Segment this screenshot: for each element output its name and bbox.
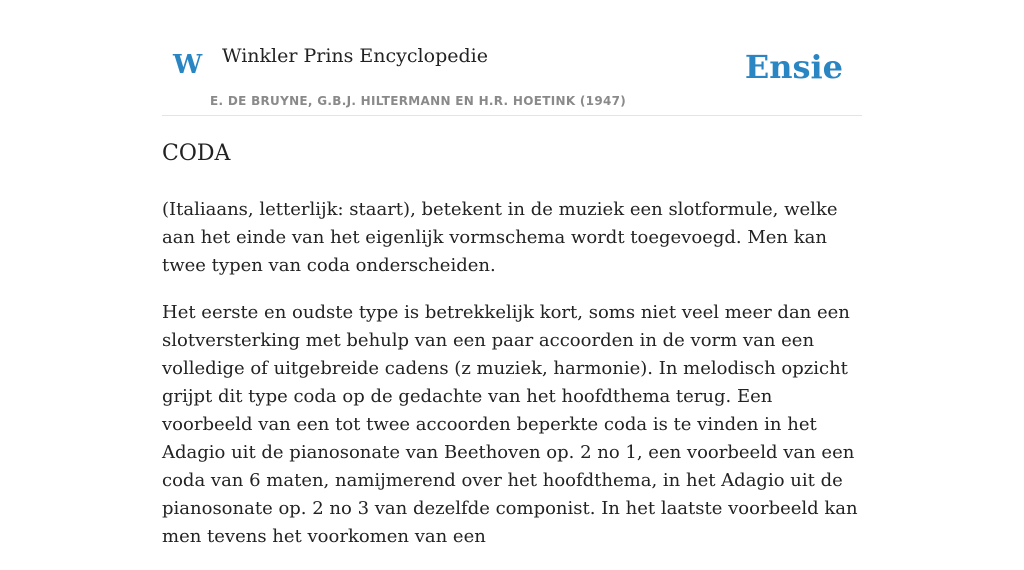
article-title: CODA bbox=[162, 141, 231, 166]
source-header bbox=[162, 0, 862, 116]
article-paragraph: (Italiaans, letterlijk: staart), betekent in de muziek een slotformule, welke aan het einde van het eigenlijk vormschema wordt toegevoegd. Men kan twee typen van coda onderscheiden. bbox=[162, 199, 838, 276]
article bbox=[162, 136, 867, 570]
ensie-logo[interactable]: Ensie bbox=[744, 48, 843, 86]
source-authors: E. DE BRUYNE, G.B.J. HILTERMANN EN H.R. HOETINK (1947) bbox=[210, 94, 627, 108]
winkler-prins-logo-icon[interactable]: W bbox=[173, 50, 203, 80]
article-paragraph: Het eerste en oudste type is betrekkelijk kort, soms niet veel meer dan een slotversterking met behulp van een paar accoorden in de vorm van een volledige of uitgebreide cadens (z muziek, harmonie). In melodisch opzicht grijpt dit type coda op de gedachte van het hoofdthema terug. Een voorbeeld van een tot twee accoorden beperkte coda is te vinden in het Adagio uit de pianosonate van Beethoven op. 2 no 1, een voorbeeld van een coda van 6 maten, namijmerend over het hoofdthema, in het Adagio uit de pianosonate op. 2 no 3 van dezelfde componist. In het laatste voorbeeld kan men tevens het voorkomen van een bbox=[162, 302, 858, 547]
source-title[interactable]: Winkler Prins Encyclopedie bbox=[222, 45, 488, 67]
